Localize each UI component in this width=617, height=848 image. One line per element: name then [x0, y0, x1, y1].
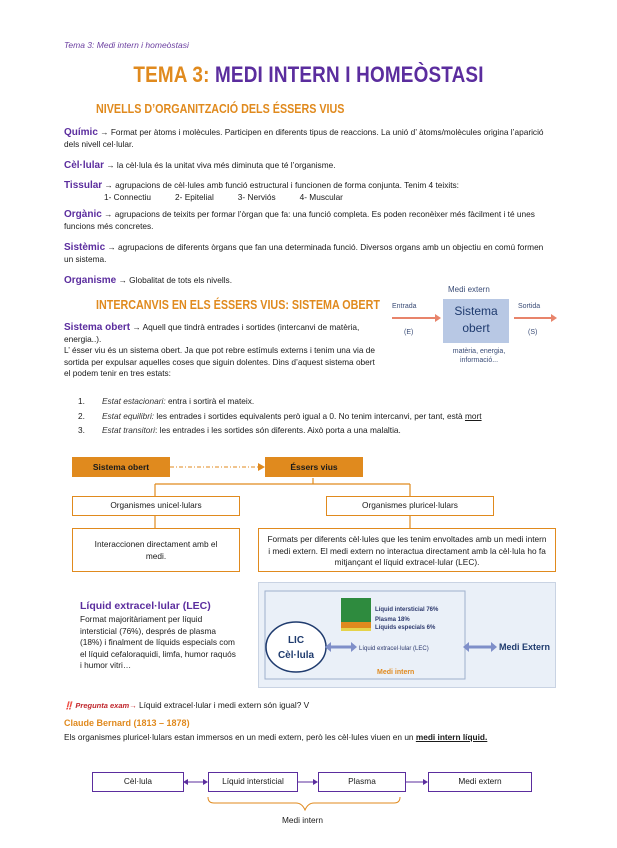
list-item: [64, 411, 554, 423]
term-sistema-obert: Sistema obert: [64, 322, 131, 333]
flow-essers-vius: Éssers vius: [265, 457, 363, 477]
section-heading-intercanvis: INTERCANVIS EN ELS ÉSSERS VIUS: SISTEMA OBERT: [96, 298, 380, 312]
legend-block-interstitial: [341, 598, 371, 622]
flow-sistema-obert: Sistema obert: [72, 457, 170, 477]
tissue-item: 1- Connectiu: [104, 191, 152, 202]
sortida-arrow: [514, 317, 552, 319]
cell-circle: [266, 622, 326, 672]
dashed-link-arrowhead: [258, 463, 265, 471]
lec-extern-arrowhead-left: [463, 642, 469, 652]
chain-medi-intern: Medi intern: [282, 815, 324, 825]
sortida-label: Sortida: [518, 303, 541, 310]
list-item: [64, 396, 554, 408]
state-name: Estat transitori: [102, 425, 156, 435]
state-desc: entra i sortirà el mateix.: [165, 396, 255, 406]
flow-unicel-desc: Interaccionen directament amb el medi.: [72, 528, 240, 572]
exam-question: [64, 700, 309, 710]
cellula-label: Cèl·lula: [277, 650, 315, 661]
e-label: (E): [404, 329, 414, 336]
term-organisme: Organisme: [64, 275, 117, 286]
organisme-text: → Globalitat de tots els nivells.: [118, 275, 233, 285]
medi-intern-label: Medi intern: [377, 669, 415, 676]
list-text: [102, 411, 482, 423]
states-list: [64, 396, 554, 440]
legend-especials: Líquids especials 6%: [375, 625, 436, 631]
level-quimic: [64, 127, 554, 150]
open-system-diagram: [388, 285, 558, 385]
exam-question-text: Líquid extracel·lular i medi extern són igual? V: [136, 700, 310, 710]
page-header: Tema 3: Medi intern i homeòstasi: [64, 40, 189, 50]
sistemic-text: → agrupacions de diferents òrgans que fan una determinada funció. Diversos organs amb un objectiu en comú formen un sistema.: [64, 242, 544, 264]
organic-text: → agrupacions de teixits per formar l’òrgan que fa: una funció completa. Es poden reconèixer més fàcilment i té unes funcions més concretes.: [64, 209, 535, 231]
list-number: 3.: [78, 425, 85, 435]
term-quimic: Químic: [64, 127, 98, 138]
bernard-title: Claude Bernard (1813 – 1878): [64, 718, 190, 728]
entrada-label: Entrada: [392, 303, 417, 310]
tissue-item: 4- Muscular: [299, 191, 343, 202]
lec-text: Format majoritàriament per líquid intersticial (76%), després de plasma (18%) i finalment de líquids especials com el líquid cefaloraquidi, limfa, humor raquós i humor vitri…: [80, 614, 236, 670]
tissue-item: 2- Epitelial: [175, 191, 214, 202]
diagram-footnote: [446, 347, 512, 365]
lec-label: Líquid extracel·lular (LEC): [359, 646, 429, 652]
state-name: Estat estacionari:: [102, 396, 166, 406]
flow-pluricel: Organismes pluricel·lulars: [326, 496, 494, 516]
medi-intern-brace: [208, 797, 400, 810]
chain-medi-extern: Medi extern: [428, 772, 532, 792]
bernard-body: Els organismes pluricel·lulars estan immersos en un medi extern, però les cèl·lules viuen en un: [64, 732, 416, 742]
tissular-text: → agrupacions de cèl·lules amb funció estructural i funcionen de forma conjunta. Tenim 4 teixits:: [104, 180, 459, 190]
state-desc: les entrades i sortides equivalents però igual a 0. No tenim intercanvi, per tant, està: [154, 410, 465, 421]
list-number: 2.: [78, 410, 85, 421]
sistema-obert-text1: → Aquell que tindrà entrades i sortides (intercanvi de matèria, energia..).: [64, 322, 360, 344]
chain-plasma: Plasma: [318, 772, 406, 792]
list-text: [102, 396, 254, 408]
legend-plasma: Plasma 18%: [375, 617, 410, 623]
list-text: [102, 425, 401, 437]
footnote-line2: informació...: [459, 357, 499, 364]
sistema-obert-text2: L’ ésser viu és un sistema obert. Ja que pot rebre estímuls externs i tenim una via de sortida per expulsar aquelles coses que siguin dolentes. Dins d’aquest sistema obert el podem tenir en tres estats:: [64, 345, 375, 378]
term-cellular: Cèl·lular: [64, 160, 105, 171]
title-number: TEMA 3:: [133, 62, 210, 87]
box-line1: Sistema: [454, 304, 498, 318]
footnote-line1: matèria, energia,: [452, 348, 506, 355]
term-sistemic: Sistèmic: [64, 242, 106, 253]
level-sistemic: [64, 242, 554, 265]
quimic-text: → Format per àtoms i molècules. Participen en diferents tipus de reaccions. La unió d’ àtoms/molècules origina l’aparició dels nivell cel·lular.: [64, 127, 544, 149]
lec-diagram: [258, 582, 556, 688]
term-organic: Orgànic: [64, 209, 102, 220]
list-number: 1.: [78, 396, 85, 406]
flow-unicel: Organismes unicel·lulars: [72, 496, 240, 516]
sistema-obert-box: [443, 299, 509, 343]
legend-block-plasma: [341, 622, 371, 628]
lec-title: Líquid extracel·lular (LEC): [80, 600, 211, 612]
flow-pluricel-desc: Formats per diferents cèl·lules que les tenim envoltades amb un medi intern i medi extern. El medi extern no interactua directament amb la cèl·lula ho fa mitjançant el líquid extracel·lular (LEC).: [258, 528, 556, 572]
lec-extern-arrowhead-right: [491, 642, 497, 652]
state-name: Estat equilibri:: [102, 410, 155, 421]
legend-interstitial: Líquid intersticial 76%: [375, 607, 439, 613]
list-item: [64, 425, 554, 437]
lic-lec-arrowhead-right: [351, 642, 357, 652]
cellular-text: → la cèl·lula és la unitat viva més diminuta que té l’organisme.: [106, 160, 336, 170]
title-text: MEDI INTERN I HOMEÒSTASI: [214, 62, 484, 87]
section-heading-levels: NIVELLS D’ORGANITZACIÓ DELS ÉSSERS VIUS: [96, 102, 345, 116]
tissue-list: [64, 192, 554, 204]
state-extra: mort: [464, 410, 482, 421]
box-line2: obert: [462, 321, 490, 335]
tissue-item: 3- Nerviós: [237, 191, 276, 202]
level-organic: [64, 209, 554, 232]
s-label: (S): [528, 329, 538, 336]
bernard-underlined: medi intern líquid.: [415, 732, 488, 742]
entrada-arrow: [392, 317, 436, 319]
legend-block-especials: [341, 628, 371, 631]
state-desc: : les entrades i les sortides són diferents. Això porta a una malaltia.: [155, 425, 401, 435]
lic-label: LIC: [287, 635, 305, 646]
level-tissular: [64, 180, 554, 203]
medi-extern-label: Medi extern: [448, 285, 490, 294]
level-cellular: [64, 160, 554, 172]
exam-question-tag: ‼️ Pregunta exam→: [64, 701, 137, 710]
bernard-text: [64, 732, 554, 744]
chain-cellula: Cèl·lula: [92, 772, 184, 792]
sistema-obert-def: [64, 322, 382, 380]
lec-diagram-svg: [259, 583, 557, 689]
medi-extern-label: Medi Extern: [499, 642, 551, 652]
chain-liquid-intersticial: Líquid intersticial: [208, 772, 298, 792]
page-title: [43, 62, 574, 88]
term-tissular: Tissular: [64, 180, 103, 191]
